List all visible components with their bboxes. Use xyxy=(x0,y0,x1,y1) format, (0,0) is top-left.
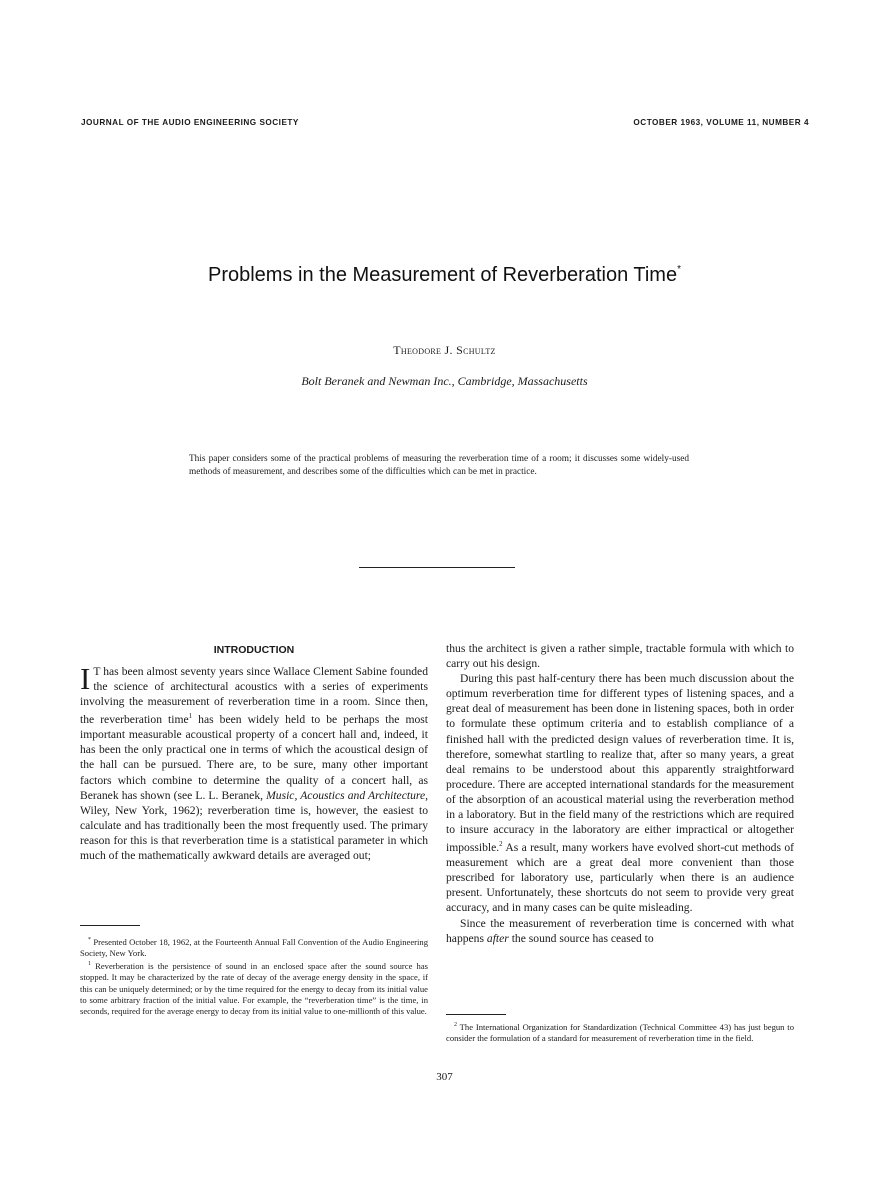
footnote-ref-2: 2 xyxy=(499,840,503,849)
author-affiliation: Bolt Beranek and Newman Inc., Cambridge, Massachusetts xyxy=(301,374,588,388)
footnotes-right xyxy=(446,1020,794,1044)
footnote-divider-right xyxy=(446,1014,506,1015)
footnote-star: * Presented October 18, 1962, at the Fourteenth Annual Fall Convention of the Audio Engineering Society, New York. xyxy=(80,936,428,959)
title-text: Problems in the Measurement of Reverberation Time xyxy=(207,264,678,286)
page-number: 307 xyxy=(436,1071,453,1083)
book-title: Music, Acoustics and Architecture, xyxy=(266,788,428,802)
drop-cap: I xyxy=(80,661,91,696)
issue-info: OCTOBER 1963, VOLUME 11, NUMBER 4 xyxy=(633,118,809,127)
footnotes-left xyxy=(80,935,428,1017)
footnote-ref-1: 1 xyxy=(188,712,193,721)
paragraph: Since the measurement of reverberation time is concerned with what happens after the sound source has ceased to xyxy=(446,916,794,945)
author-name: Theodore J. Schultz xyxy=(393,343,496,357)
right-column xyxy=(446,641,794,946)
section-heading-introduction: INTRODUCTION xyxy=(213,644,295,656)
paragraph-continued: thus the architect is given a rather simple, tractable formula with which to carry out his design. xyxy=(446,642,794,671)
footnote-divider-left xyxy=(80,925,140,926)
footnote-1: $^1$ Reverberation is the persistence of sound in an enclosed space after the sound source has stopped. It may be characterized by the rate of decay of the average energy density in the space, if this can be uniquely determined; or by the time required for the energy to decay from its initial value to some arbitrary fraction of the initial value. For example, the “reverberation time” is the time, in seconds, required for the average energy to decay from its initial value to one-millionth of this value. xyxy=(80,961,428,1016)
title-divider xyxy=(359,567,515,568)
left-column xyxy=(80,661,428,863)
intro-paragraph: I T has been almost seventy years since Wallace Clement Sabine founded the science of architectural acoustics with a series of experiments involving the measurement of reverberation time in a room. Since then, the reverberation time$^1$ has been widely held to be perhaps the most important measurable acoustical property of a concert hall and, indeed, it has been the only practical one in terms of which the acoustical design of the hall can be pursued. There are, to be sure, many other important factors which combine to determine the quality of a concert hall, as Beranek has shown (see L. L. Beranek, Music, Acoustics and Architecture, Wiley, New York, 1962); reverberation time is, however, the easiest to calculate and has traditionally been the most frequently used. The primary reason for this is that reverberation time is a statistical parameter in which much of the mathematically awkward details are averaged out; xyxy=(80,661,428,862)
footnote-2: $^2$ The International Organization for Standardization (Technical Committee 43) has just begun to consider the formulation of a standard for measurement of reverberation time in the field. xyxy=(446,1021,794,1044)
journal-name: JOURNAL OF THE AUDIO ENGINEERING SOCIETY xyxy=(81,118,299,127)
paragraph: During this past half-century there has been much discussion about the optimum reverberation time for different types of listening spaces, and a great deal of measurement has been done in listening spaces, both in order to formulate these optimum criteria and to establish compliance of a finished hall with the predicted design values of reverberation time. It is, therefore, somewhat startling to realize that, after so many years, a great deal remains to be understood about this apparently straightforward procedure. There are accepted international standards for the measurement of the absorption of an acoustical material using the reverberation method in a laboratory. But in the field many of the restrictions which are required to insure accuracy in the laboratory are either impractical or altogether impossible.$^2$ As a result, many workers have evolved short-cut methods of measurement which are a great deal more convenient than those prescribed for laboratory use, particularly when there is an audience present. Unfortunately, these shortcuts do not seem to provide very great accuracy, and in many cases can be quite misleading. xyxy=(446,672,794,915)
paper-title xyxy=(0,264,889,287)
abstract: This paper considers some of the practical problems of measuring the reverberation time of a room; it discusses some widely-used methods of measurement, and describes some of the difficulties which can be met in practice. xyxy=(189,454,689,477)
title-footnote-marker: * xyxy=(677,264,681,275)
